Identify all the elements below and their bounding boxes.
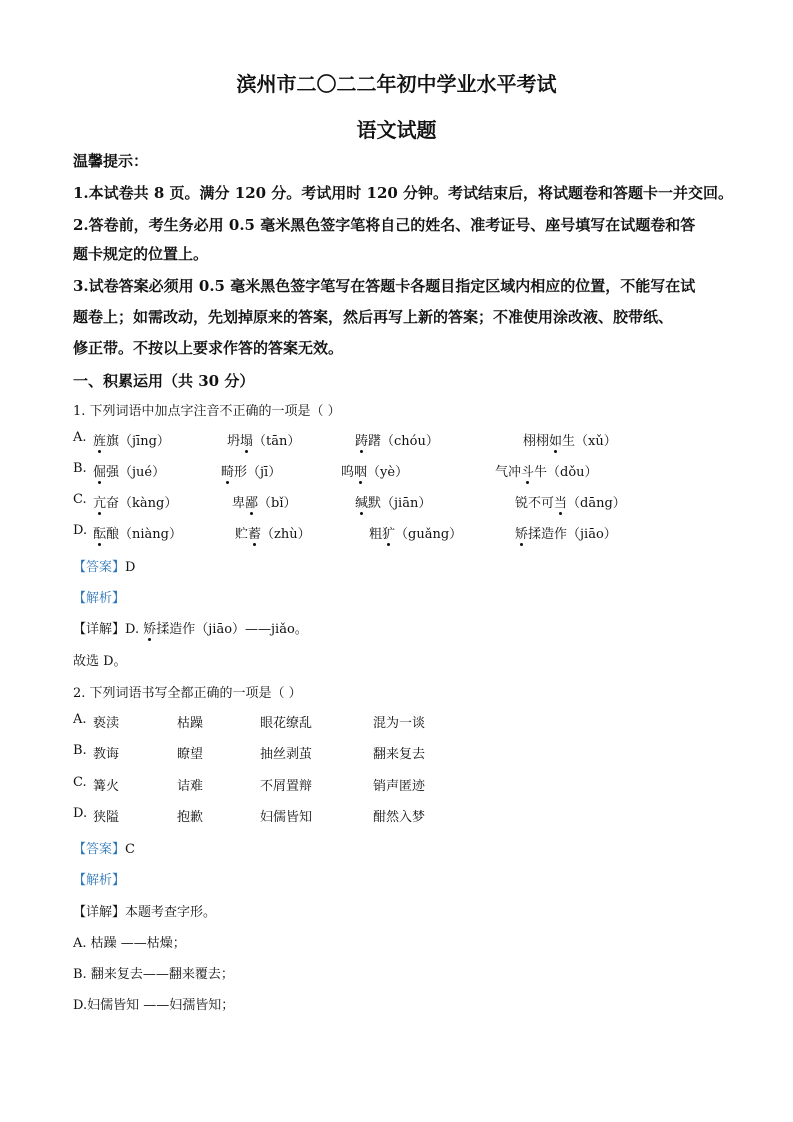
option-label: B. (73, 461, 87, 476)
option-item: 不屑置辩 (260, 779, 313, 794)
tip-line-3b: 题卷上；如需改动，先划掉原来的答案，然后再写上新的答案；不准使用涂改液、胶带纸、 (73, 308, 674, 326)
answer-tag: 【答案】 (73, 560, 126, 575)
tip-line-3c: 修正带。不按以上要求作答的答案无效。 (73, 339, 344, 357)
option-item: 亢奋（kàng） (93, 496, 178, 511)
option-item: 锐不可当（dāng） (515, 496, 626, 511)
option-item: 销声匿迹 (373, 779, 426, 794)
option-item: 栩栩如生（xǔ） (523, 434, 617, 449)
q1-answer: 【答案】D (73, 560, 136, 575)
option-item: 矫揉造作（jiāo） (515, 527, 617, 542)
option-item: 妇儒皆知 (260, 810, 313, 825)
option-item: 畸形（jī） (221, 465, 282, 480)
q2-correction-a: A. 枯躁 ——枯燥； (73, 936, 186, 951)
option-item: 教诲 (93, 747, 120, 762)
q2-correction-d: D.妇儒皆知 ——妇孺皆知； (73, 998, 235, 1013)
option-item: 抽丝剥茧 (260, 747, 313, 762)
option-label: A. (73, 712, 87, 727)
tips-heading: 温馨提示： (73, 152, 149, 170)
option-item: 倔强（jué） (93, 465, 166, 480)
option-item: 眼花缭乱 (260, 716, 313, 731)
option-label: C. (73, 492, 87, 507)
option-label: A. (73, 430, 87, 445)
section-heading: 一、积累运用（共 30 分） (73, 372, 255, 390)
option-item: 诘难 (177, 779, 204, 794)
option-item: 瞭望 (177, 747, 204, 762)
option-item: 狭隘 (93, 810, 120, 825)
option-item: 呜咽（yè） (341, 465, 409, 480)
question-1-stem: 1. 下列词语中加点字注音不正确的一项是（ ） (73, 404, 341, 419)
option-label: C. (73, 775, 87, 790)
option-label: D. (73, 806, 88, 821)
exam-subtitle: 语文试题 (356, 118, 437, 142)
tip-line-2a: 2.答卷前，考生务必用 0.5 毫米黑色签字笔将自己的姓名、准考证号、座号填写在试题卷和答 (73, 216, 696, 234)
option-item: 旌旗（jīng） (93, 434, 170, 449)
option-item: 亵渎 (93, 716, 120, 731)
q2-analysis-tag: 【解析】 (73, 873, 126, 888)
q2-answer: 【答案】C (73, 842, 135, 857)
tip-line-1: 1.本试卷共 8 页。满分 120 分。考试用时 120 分钟。考试结束后，将试题卷和答题卡一并交回。 (73, 184, 734, 202)
option-item: 枯躁 (177, 716, 204, 731)
option-item: 混为一谈 (373, 716, 426, 731)
option-label: B. (73, 743, 87, 758)
option-item: 抱歉 (177, 810, 204, 825)
q1-conclusion: 故选 D。 (73, 654, 127, 669)
option-item: 坍塌（tān） (227, 434, 301, 449)
option-item: 酣然入梦 (373, 810, 426, 825)
option-item: 缄默（jiān） (355, 496, 432, 511)
q1-detail: 【详解】D. 矫揉造作（jiāo）——jiǎo。 (73, 622, 308, 637)
q2-correction-b: B. 翻来复去——翻来覆去； (73, 967, 234, 982)
q1-analysis-tag: 【解析】 (73, 591, 126, 606)
question-2-stem: 2. 下列词语书写全都正确的一项是（ ） (73, 686, 302, 701)
option-label: D. (73, 523, 88, 538)
option-item: 气冲斗牛（dǒu） (495, 465, 598, 480)
option-item: 粗犷（guǎng） (369, 527, 463, 542)
tip-line-2b: 题卡规定的位置上。 (73, 245, 209, 263)
option-item: 贮蓄（zhù） (235, 527, 311, 542)
q2-detail: 【详解】本题考查字形。 (73, 905, 217, 920)
option-item: 翻来复去 (373, 747, 426, 762)
option-item: 酝酿（niàng） (93, 527, 182, 542)
option-item: 踌躇（chóu） (355, 434, 439, 449)
option-item: 篝火 (93, 779, 120, 794)
tip-line-3a: 3.试卷答案必须用 0.5 毫米黑色签字笔写在答题卡各题目指定区域内相应的位置，不能写在试 (73, 277, 696, 295)
option-item: 卑鄙（bǐ） (232, 496, 297, 511)
answer-tag: 【答案】 (73, 842, 126, 857)
exam-title: 滨州市二〇二二年初中学业水平考试 (236, 72, 557, 96)
